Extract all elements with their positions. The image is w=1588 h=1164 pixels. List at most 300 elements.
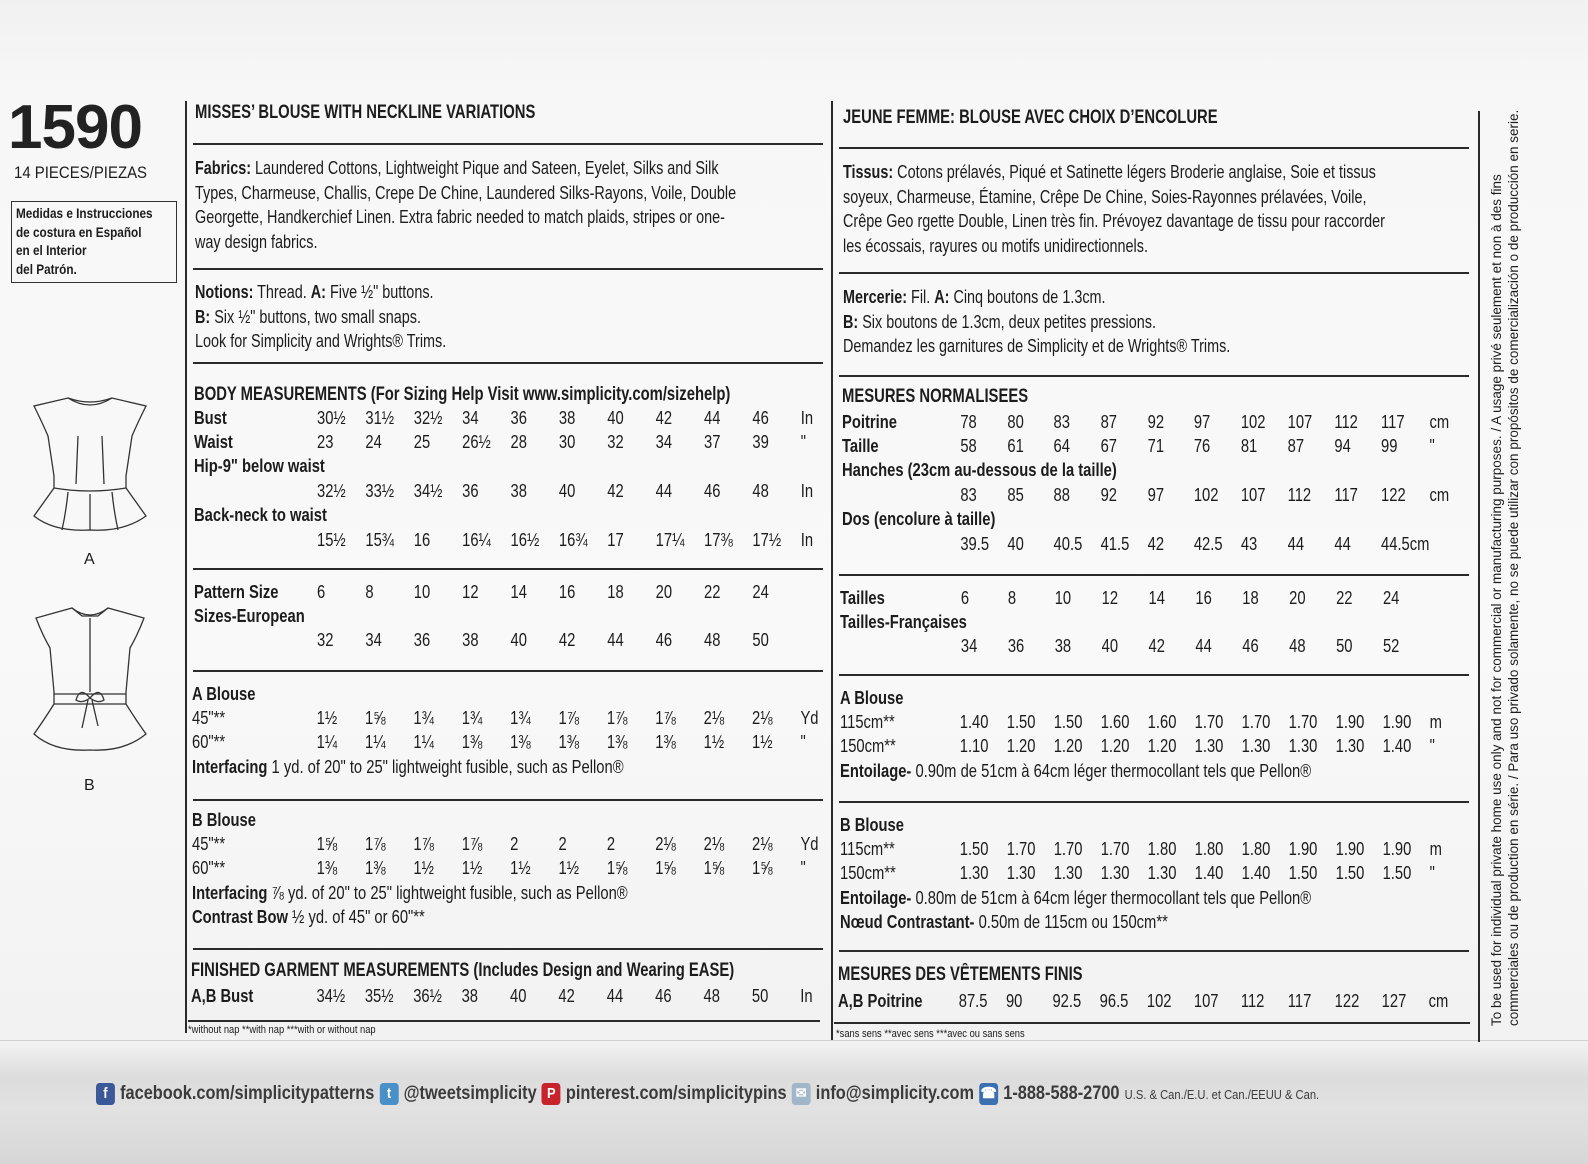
cell: 44 [1334,533,1351,554]
fabrics-line: Types, Charmeuse, Challis, Crepe De Chine, Laundered Silks-Rayons, Voile, Double [195,182,737,203]
cell: 1.50 [959,839,989,860]
english-fabrics [195,156,736,254]
cell: 16 [1195,587,1212,608]
cell: 32½ [317,480,346,501]
cell: 34 [462,407,479,428]
cell: 122 [1381,484,1406,505]
row-label: Tailles [840,587,885,608]
cell: 39 [752,432,769,453]
cell: 18 [607,581,624,602]
cell: 40 [1007,533,1024,554]
row-label: Taille [842,436,879,457]
cell: 42 [558,630,576,651]
interfacing-line [840,886,1453,910]
cell: 2 [510,834,519,855]
english-title: MISSES’ BLOUSE WITH NECKLINE VARIATIONS [195,102,536,123]
cell: 80 [1007,411,1024,432]
row-label: B Blouse [840,814,904,835]
unit [1429,532,1453,556]
row-label: A Blouse [192,683,256,704]
pinterest-link[interactable]: pinterest.com/simplicitypins [565,1083,787,1104]
table-row [842,532,1454,556]
table-row [840,813,1453,837]
table-row [840,710,1453,734]
rule [193,948,823,950]
facebook-icon: f [96,1083,115,1105]
cell: 1.30 [1006,863,1036,884]
cell: 38 [461,985,479,1006]
table-row [192,857,825,881]
mesures-normalisees-heading: MESURES NORMALISEES [842,386,1029,407]
cell: 58 [960,436,977,457]
cell: 64 [1053,436,1070,457]
cell: 1⅝ [316,834,338,855]
cell: 24 [752,581,769,602]
row-label: 150cm** [840,736,896,757]
cell: 1⅞ [461,834,483,855]
cell: 1¾ [461,708,483,729]
cell: 2⅛ [752,708,773,729]
table-row [194,479,825,503]
email-address[interactable]: info@simplicity.com [815,1083,974,1104]
fabrics-line: way design fabrics. [195,231,318,252]
french-notions [843,285,1230,359]
cell: 22 [1336,587,1353,608]
rule [839,801,1469,803]
row-label: Hip-9" below waist [194,456,325,477]
table-row [838,989,1453,1013]
notions-text: Fil. [907,287,935,307]
notions-text: Look for Simplicity and Wrights® Trims. [195,331,447,351]
table-row [192,906,825,930]
cell: 12 [1101,587,1119,608]
cell: 102 [1240,411,1266,432]
spanish-box-line: de costura en Español [16,223,142,240]
cell: 2⅛ [752,834,773,855]
cell: 34 [655,432,673,453]
cell: 42 [1147,533,1165,554]
unit: In [800,407,814,428]
cell: 50 [1336,636,1353,657]
cell: 61 [1007,436,1024,457]
cell: 34½ [316,985,346,1006]
cell: 92 [1100,484,1118,505]
cell: 34 [960,636,978,657]
cell: 43 [1240,533,1258,554]
table-row [194,604,825,628]
row-label: 45"** [192,834,226,855]
cell: 8 [365,581,374,602]
cell: 117 [1287,990,1312,1011]
cell: 42 [558,985,575,1006]
unit: " [800,858,806,879]
cell: 42 [655,407,673,428]
notions-label: Notions: [195,282,254,302]
cell: 32 [317,630,334,651]
table-row [840,886,1453,910]
cell: 38 [558,407,576,428]
row-label: B Blouse [192,809,256,830]
cell: 87.5 [958,990,988,1011]
rule [839,950,1469,952]
facebook-link[interactable]: facebook.com/simplicitypatterns [120,1083,375,1104]
cell: 97 [1193,411,1211,432]
cell: 1.30 [1053,863,1083,884]
table-row [842,508,1454,532]
interfacing-text: ⅞ yd. of 20" to 25" lightweight fusible, such as Pellon® [267,882,628,903]
cell: 44 [606,985,624,1006]
contrast-bow-line [840,911,1453,935]
cell: 20 [1289,587,1306,608]
cell: 40.5 [1053,533,1083,554]
cell: 16¾ [558,529,588,550]
cell: 1⅞ [558,708,580,729]
french-title: JEUNE FEMME: BLOUSE AVEC CHOIX D’ENCOLURE [843,107,1218,128]
phone-number[interactable]: 1-888-588-2700 [1003,1083,1120,1104]
cell: 26½ [462,432,491,453]
unit: " [1429,736,1435,757]
table-row [191,984,825,1008]
cell: 92 [1147,411,1165,432]
contrast-bow-line [192,906,825,930]
cell: 44.5cm [1381,533,1430,554]
cell: 102 [1146,990,1172,1011]
cell: 32 [607,432,624,453]
cell: 1⅞ [655,708,676,729]
cell: 1.80 [1241,839,1271,860]
cell: 122 [1334,990,1360,1011]
fabrics-line: Crêpe Geo rgette Double, Linen très fin. Prévoyez davantage de tissu pour raccorder [843,211,1385,231]
unit: " [800,432,807,453]
cell: 1.70 [1053,839,1083,860]
cell: 2 [606,834,616,855]
cell: 88 [1053,484,1070,505]
cell: 37 [704,432,721,453]
notions-label: B: [195,306,211,327]
cell: 1.20 [1053,736,1083,757]
notice-line: To be used for individual private home use only and not for commercial or manufacturing purposes. / A usage privé seulement et non à des fins [1489,174,1504,1026]
cell: 1½ [510,858,531,879]
table-row [194,528,825,552]
cell: 1⅜ [365,858,386,879]
contact-footer [96,1083,1319,1105]
column-divider [185,101,187,1033]
cell: 1.50 [1053,712,1083,733]
cell: 1⅜ [558,732,580,753]
cell: 16 [558,581,576,602]
cell: 1.80 [1194,839,1224,860]
view-b-back-sketch [28,604,152,764]
table-row [194,455,825,479]
cell: 1.90 [1382,712,1412,733]
table-row [192,706,825,730]
unit: Yd [800,708,819,729]
table-row [842,434,1454,458]
cell: 40 [607,407,624,428]
notions-text: Thread. [253,282,311,302]
spanish-box-line: del Patrón. [16,260,77,277]
twitter-handle[interactable]: @tweetsimplicity [403,1083,537,1104]
fabrics-label: Tissus: [843,162,894,182]
cell: 1.40 [1382,736,1412,757]
rule [193,670,823,672]
cell: 1.40 [1241,863,1271,884]
cell: 1⅝ [655,858,676,879]
row-label: A Blouse [840,687,904,708]
cell: 10 [1054,587,1072,608]
rule [193,799,823,801]
cell: 1.60 [1100,712,1130,733]
cell: 1.50 [1382,863,1412,884]
cell: 28 [510,432,527,453]
cell: 87 [1100,411,1118,432]
cell: 36 [413,630,431,651]
notions-text: Demandez les garnitures de Simplicity et de Wrights® Trims. [843,336,1231,356]
cell: 92.5 [1052,990,1082,1011]
cell: 25 [413,432,431,453]
french-body-table [842,410,1454,556]
cell: 112 [1334,411,1358,432]
cell: 42.5 [1193,533,1223,554]
cell: 127 [1381,990,1407,1011]
cell: 17¼ [655,529,685,550]
table-row [192,755,825,779]
row-label: Waist [194,432,233,453]
french-a-blouse-table [840,686,1453,784]
unit: cm [1429,484,1450,505]
table-row [192,832,825,856]
cell: 1⅜ [655,732,676,753]
notions-label: B: [843,311,859,332]
cell: 1¼ [413,732,434,753]
cell: 67 [1100,436,1118,457]
cell: 1.70 [1100,839,1130,860]
row-label: 115cm** [840,712,895,733]
cell: 40 [510,630,527,651]
cell: 107 [1287,411,1313,432]
cell: 1.30 [1335,736,1365,757]
cell: 1½ [703,732,725,753]
cell: 24 [365,432,382,453]
cell: 50 [751,985,769,1006]
cell: 1⅞ [606,708,628,729]
unit: cm [1429,411,1450,432]
cell: 38 [462,630,479,651]
piece-count: 14 PIECES/PIEZAS [14,163,148,182]
rule [839,674,1469,676]
unit: In [800,529,814,550]
row-label: A,B Bust [191,985,254,1006]
view-b-label: B [84,777,95,794]
contrast-bow-text: 0.50m de 115cm ou 150cm** [974,912,1168,933]
cell: 1½ [752,732,773,753]
unit: m [1429,839,1442,860]
cell: 50 [752,630,769,651]
table-row [194,629,825,653]
row-label: Poitrine [842,411,897,432]
cell: 48 [1289,636,1306,657]
cell: 17 [607,529,624,550]
cell: 30 [558,432,576,453]
cell: 96.5 [1099,990,1129,1011]
body-measurements-heading: BODY MEASUREMENTS (For Sizing Help Visit www.simplicity.com/sizehelp) [194,384,731,405]
unit: " [800,732,806,753]
row-label: 115cm** [840,839,895,860]
rule [839,147,1469,149]
rule [839,574,1469,576]
mesures-vetements-finis-heading: MESURES DES VÊTEMENTS FINIS [838,964,1083,985]
row-label: 150cm** [840,863,896,884]
unit: m [1429,712,1442,733]
table-row [194,580,825,604]
interfacing-text: 0.80m de 51cm à 64cm léger thermocollant tels que Pellon® [911,887,1312,908]
cell: 1½ [413,858,434,879]
cell: 46 [655,630,673,651]
cell: 1.80 [1147,839,1177,860]
unit: " [1429,863,1435,884]
cell: 16¼ [462,529,491,550]
cell: 1¾ [510,708,531,729]
cell: 41.5 [1100,533,1130,554]
cell: 1.70 [1006,839,1036,860]
table-row [192,808,825,832]
cell: 48 [703,985,720,1006]
rule [839,375,1469,377]
row-label: A,B Poitrine [838,990,923,1011]
unit: cm [1428,990,1449,1011]
cell: 1.50 [1006,712,1036,733]
interfacing-label: Entoilage- [840,887,912,908]
cell: 6 [960,587,970,608]
cell: 1.10 [959,736,989,757]
cell: 1⅞ [413,834,434,855]
cell: 15¾ [365,529,395,550]
unit: In [800,985,813,1006]
cell: 1.30 [959,863,989,884]
cell: 40 [1101,636,1119,657]
cell: 1.20 [1006,736,1036,757]
fabrics-label: Fabrics: [195,158,252,178]
cell: 99 [1381,436,1398,457]
english-finished-table [191,984,825,1008]
cell: 42 [1148,636,1165,657]
twitter-icon: t [380,1083,399,1105]
row-label: Back-neck to waist [194,505,327,526]
cell: 12 [462,581,479,602]
cell: 40 [509,985,527,1006]
cell: 35½ [364,985,394,1006]
cell: 78 [960,411,977,432]
cell: 102 [1193,484,1219,505]
table-row [842,459,1454,483]
rule [193,143,823,145]
cell: 85 [1007,484,1024,505]
cell: 2⅛ [703,834,725,855]
cell: 2⅛ [655,834,676,855]
contrast-bow-label: Contrast Bow [192,907,288,928]
cell: 1.40 [959,712,989,733]
cell: 1¼ [365,732,386,753]
cell: 117 [1334,484,1358,505]
rule [839,272,1469,274]
table-row [192,881,825,905]
cell: 32½ [413,407,443,428]
cell: 1.90 [1288,839,1318,860]
cell: 1½ [558,858,580,879]
rule [188,1020,820,1022]
rule [193,568,823,570]
table-row [840,759,1453,783]
cell: 18 [1242,587,1259,608]
table-row [840,686,1453,710]
pattern-number: 1590 [8,93,142,162]
cell: 1.70 [1241,712,1271,733]
cell: 1.30 [1288,736,1318,757]
spanish-box-line: en el Interior [16,242,87,258]
table-row [192,731,825,755]
cell: 38 [1054,636,1072,657]
table-row [194,406,825,430]
cell: 112 [1240,990,1265,1011]
cell: 1.90 [1382,839,1412,860]
notions-label: A: [934,287,950,307]
notions-text: Cinq boutons de 1.3cm. [949,287,1106,307]
cell: 42 [607,480,624,501]
cell: 2 [558,834,567,855]
row-label: 60"** [192,732,226,753]
cell: 107 [1193,990,1219,1011]
cell: 1⅜ [606,732,628,753]
fabrics-line: les écossais, rayures ou motifs unidirectionnels. [843,235,1148,256]
cell: 1⅜ [510,732,531,753]
cell: 107 [1240,484,1266,505]
cell: 1½ [461,858,483,879]
cell: 10 [413,581,431,602]
english-notions [195,280,446,354]
cell: 39.5 [960,533,990,554]
cell: 112 [1287,484,1312,505]
table-row [840,635,1453,659]
cell: 36 [510,407,527,428]
cell: 1⅝ [365,708,386,729]
column-divider [831,101,833,1040]
cell: 83 [960,484,977,505]
unit: Yd [800,834,819,855]
table-row [840,837,1453,861]
french-footnote: *sans sens **avec sens ***avec ou sans sens [836,1028,1025,1040]
english-a-blouse-table [192,682,825,780]
fabrics-line: Cotons prélavés, Piqué et Satinette légers Broderie anglaise, Soie et tissus [893,162,1376,182]
table-row [840,735,1453,759]
english-footnote: *without nap **with nap ***with or without nap [188,1024,376,1036]
english-body-table [194,406,825,552]
interfacing-line [192,881,825,905]
cell: 40 [558,480,576,501]
cell: 16½ [510,529,540,550]
pinterest-icon: P [542,1083,561,1105]
cell: 44 [1195,636,1212,657]
table-row [842,483,1454,507]
cell: 1.50 [1335,863,1365,884]
row-label: Pattern Size [194,581,279,602]
cell: 1¾ [413,708,434,729]
cell: 16 [413,529,431,550]
row-label: Sizes-European [194,606,305,627]
cell: 76 [1193,436,1211,457]
cell: 46 [655,985,672,1006]
unit: In [800,480,814,501]
contrast-bow-label: Nœud Contrastant- [840,912,975,933]
